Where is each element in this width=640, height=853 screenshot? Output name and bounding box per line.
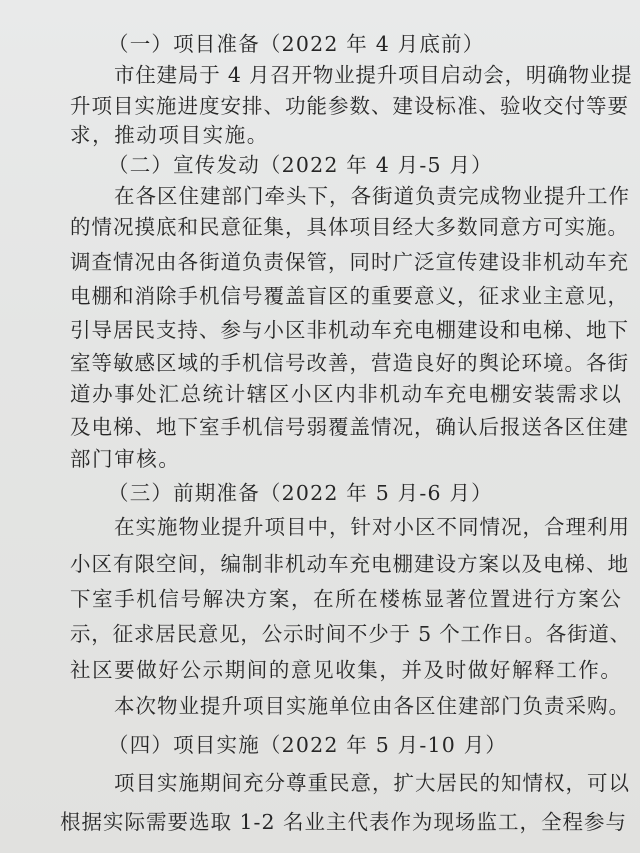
section-heading-3: （三）前期准备（2022 年 5 月-6 月）: [108, 481, 493, 505]
section-heading-4: （四）项目实施（2022 年 5 月-10 月）: [108, 733, 508, 757]
paragraph-line: 示，征求居民意见，公示时间不少于 5 个工作日。各街道、: [70, 622, 631, 646]
section-heading-2: （二）宣传发动（2022 年 4 月-5 月）: [108, 153, 493, 177]
paragraph-line: 升项目实施进度安排、功能参数、建设标准、验收交付等要: [70, 94, 629, 118]
paragraph-line: 根据实际需要选取 1-2 名业主代表作为现场监工，全程参与: [60, 810, 628, 834]
paragraph-line: 室等敏感区域的手机信号改善，营造良好的舆论环境。各街: [70, 351, 629, 375]
paragraph-line: 求，推动项目实施。: [70, 123, 269, 147]
paragraph-line: 引导居民支持、参与小区非机动车充电棚建设和电梯、地下: [70, 318, 629, 342]
paragraph-line: 及电梯、地下室手机信号弱覆盖情况，确认后报送各区住建: [70, 415, 629, 439]
paragraph-line: 下室手机信号解决方案，在所在楼栋显著位置进行方案公: [70, 587, 623, 611]
paragraph-line: 电棚和消除手机信号覆盖盲区的重要意义，征求业主意见，: [70, 284, 629, 308]
paragraph-line: 在各区住建部门牵头下，各街道负责完成物业提升工作: [114, 184, 630, 208]
paragraph-line: 社区要做好公示期间的意见收集，并及时做好解释工作。: [70, 658, 623, 682]
paragraph-line: 的情况摸底和民意征集，具体项目经大多数同意方可实施。: [70, 215, 629, 239]
section-heading-1: （一）项目准备（2022 年 4 月底前）: [108, 32, 485, 56]
paragraph-line: 道办事处汇总统计辖区小区内非机动车充电棚安装需求以: [70, 382, 623, 406]
paragraph-line: 项目实施期间充分尊重民意，扩大居民的知情权，可以: [114, 771, 630, 795]
paragraph-line: 小区有限空间，编制非机动车充电棚建设方案以及电梯、地: [70, 552, 629, 576]
paragraph-line: 本次物业提升项目实施单位由各区住建部门负责采购。: [114, 694, 630, 718]
paragraph-line: 市住建局于 4 月召开物业提升项目启动会，明确物业提: [114, 63, 633, 87]
paragraph-line: 调查情况由各街道负责保管，同时广泛宣传建设非机动车充: [70, 250, 629, 274]
paragraph-line: 在实施物业提升项目中，针对小区不同情况，合理利用: [114, 515, 630, 539]
paragraph-line: 部门审核。: [70, 447, 181, 471]
